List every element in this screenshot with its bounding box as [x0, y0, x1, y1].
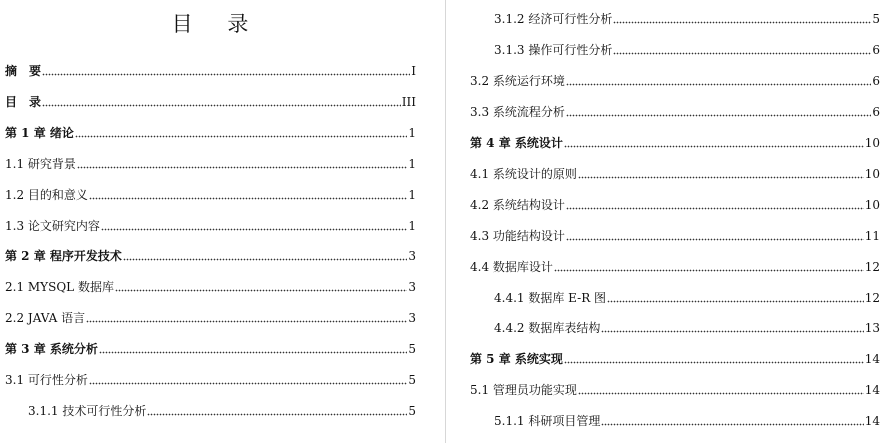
dot-leader: [115, 289, 407, 292]
dot-leader: [42, 73, 410, 76]
toc-entry-page: 3: [408, 280, 416, 294]
dot-leader: [613, 21, 871, 24]
dot-leader: [89, 382, 407, 385]
toc-entry-page: I: [411, 64, 416, 78]
toc-entry-page: 14: [864, 352, 880, 366]
toc-entry-label: 3.1.2 经济可行性分析: [494, 12, 613, 26]
toc-page-left: [0, 0, 420, 443]
toc-entry-label: 4.4.2 数据库表结构: [494, 321, 601, 335]
toc-entry-page: 5: [408, 373, 416, 387]
toc-entry-label: 第 1 章 绪论: [5, 126, 74, 140]
toc-entry-label: 2.2 JAVA 语言: [5, 311, 86, 325]
toc-entry-chapter-3[interactable]: [5, 341, 416, 357]
dot-leader: [566, 83, 871, 86]
toc-entry-label: 1.2 目的和意义: [5, 188, 88, 202]
toc-entry-4-4-2[interactable]: [494, 320, 880, 336]
toc-entry-page: 6: [872, 43, 880, 57]
toc-entry-label: 3.1.3 操作可行性分析: [494, 43, 613, 57]
toc-entry-label: 1.3 论文研究内容: [5, 219, 100, 233]
toc-entry-page: 1: [408, 219, 416, 233]
toc-entry-5-1[interactable]: [470, 382, 880, 398]
toc-entry-label: 摘 要: [5, 64, 42, 78]
toc-entry-label: 3.2 系统运行环境: [470, 74, 565, 88]
toc-entry-chapter-1[interactable]: [5, 125, 416, 141]
toc-entry-label: 3.1 可行性分析: [5, 373, 88, 387]
toc-entry-page: 1: [408, 126, 416, 140]
dot-leader: [147, 413, 407, 416]
toc-entry-label: 3.1.1 技术可行性分析: [28, 404, 147, 418]
toc-entry-label: 第 4 章 系统设计: [470, 136, 563, 150]
toc-entry-page: 10: [864, 136, 880, 150]
toc-entry-abstract[interactable]: [5, 63, 416, 79]
dot-leader: [554, 269, 864, 272]
toc-entry-page: 1: [408, 157, 416, 171]
toc-entry-label: 4.1 系统设计的原则: [470, 167, 577, 181]
toc-entry-3-2[interactable]: [470, 73, 880, 89]
toc-entry-page: III: [401, 95, 416, 109]
toc-entry-label: 4.3 功能结构设计: [470, 229, 565, 243]
toc-entry-page: 6: [872, 74, 880, 88]
toc-entry-5-1-1[interactable]: [494, 413, 880, 429]
toc-entry-page: 13: [864, 321, 880, 335]
toc-entry-1-3[interactable]: [5, 218, 416, 234]
dot-leader: [77, 166, 407, 169]
toc-entry-label: 4.4 数据库设计: [470, 260, 553, 274]
toc-entry-page: 14: [864, 383, 880, 397]
toc-entry-page: 12: [864, 291, 880, 305]
toc-entry-4-3[interactable]: [470, 228, 880, 244]
toc-entry-label: 4.2 系统结构设计: [470, 198, 565, 212]
dot-leader: [75, 135, 407, 138]
toc-entry-3-1-2[interactable]: [494, 11, 880, 27]
dot-leader: [578, 176, 864, 179]
dot-leader: [42, 104, 401, 107]
toc-title: 目 录: [171, 12, 263, 36]
toc-entry-label: 第 2 章 程序开发技术: [5, 249, 122, 263]
dot-leader: [601, 423, 863, 426]
toc-entry-4-4-1[interactable]: [494, 290, 880, 306]
dot-leader: [613, 52, 871, 55]
dot-leader: [566, 207, 864, 210]
toc-entry-label: 3.3 系统流程分析: [470, 105, 565, 119]
toc-entry-page: 3: [408, 249, 416, 263]
dot-leader: [123, 258, 407, 261]
toc-entry-3-1[interactable]: [5, 372, 416, 388]
toc-entry-contents[interactable]: [5, 94, 416, 110]
dot-leader: [89, 197, 407, 200]
toc-entry-2-2[interactable]: [5, 310, 416, 326]
toc-entry-chapter-2[interactable]: [5, 248, 416, 264]
page-gutter: [420, 0, 446, 443]
toc-entry-page: 11: [864, 229, 880, 243]
toc-entry-page: 10: [864, 167, 880, 181]
toc-entry-label: 1.1 研究背景: [5, 157, 76, 171]
toc-entry-label: 5.1 管理员功能实现: [470, 383, 577, 397]
dot-leader: [601, 330, 863, 333]
toc-entry-page: 5: [872, 12, 880, 26]
dot-leader: [86, 320, 407, 323]
toc-entry-page: 14: [864, 414, 880, 428]
dot-leader: [607, 300, 864, 303]
dot-leader: [566, 114, 871, 117]
toc-entry-3-3[interactable]: [470, 104, 880, 120]
toc-entry-2-1[interactable]: [5, 279, 416, 295]
toc-entry-chapter-4[interactable]: [470, 135, 880, 151]
dot-leader: [564, 361, 864, 364]
toc-entry-label: 目 录: [5, 95, 42, 109]
toc-entry-page: 3: [408, 311, 416, 325]
toc-entry-1-2[interactable]: [5, 187, 416, 203]
toc-entry-label: 5.1.1 科研项目管理: [494, 414, 601, 428]
toc-entry-page: 12: [864, 260, 880, 274]
toc-entry-label: 第 5 章 系统实现: [470, 352, 563, 366]
dot-leader: [578, 392, 864, 395]
toc-entry-4-1[interactable]: [470, 166, 880, 182]
toc-entry-page: 6: [872, 105, 880, 119]
dot-leader: [566, 238, 864, 241]
toc-entry-4-4[interactable]: [470, 259, 880, 275]
toc-entry-label: 第 3 章 系统分析: [5, 342, 98, 356]
dot-leader: [99, 351, 407, 354]
toc-entry-page: 10: [864, 198, 880, 212]
toc-entry-4-2[interactable]: [470, 197, 880, 213]
toc-entry-label: 2.1 MYSQL 数据库: [5, 280, 114, 294]
dot-leader: [564, 145, 864, 148]
toc-entry-1-1[interactable]: [5, 156, 416, 172]
dot-leader: [101, 228, 407, 231]
toc-entry-page: 1: [408, 188, 416, 202]
toc-entry-chapter-5[interactable]: [470, 351, 880, 367]
toc-entry-3-1-1[interactable]: [28, 403, 416, 419]
toc-entry-page: 5: [408, 404, 416, 418]
toc-page-right: [446, 0, 888, 443]
toc-entry-label: 4.4.1 数据库 E-R 图: [494, 291, 607, 305]
toc-entry-3-1-3[interactable]: [494, 42, 880, 58]
toc-entry-page: 5: [408, 342, 416, 356]
